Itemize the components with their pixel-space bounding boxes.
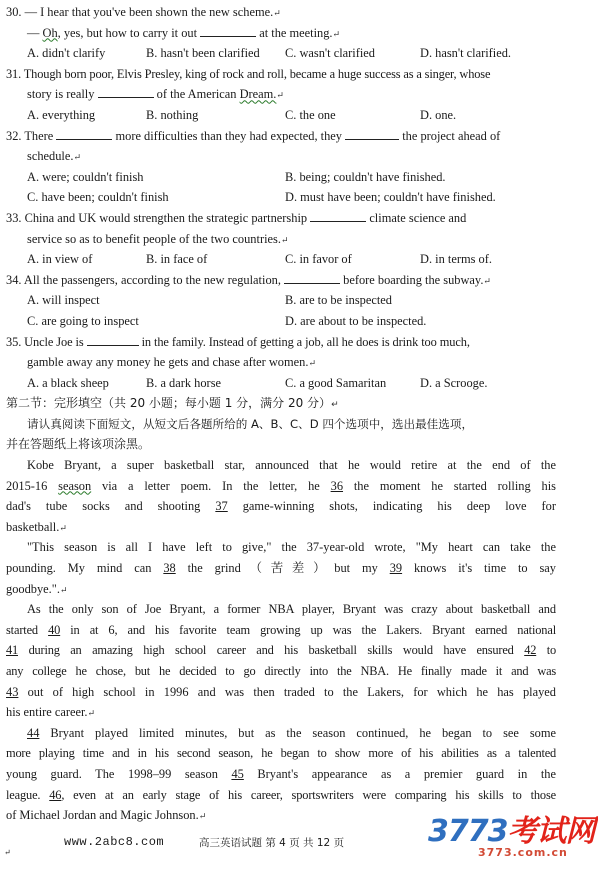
question-34-prompt: 34. All the passengers, according to the new regulation, before boarding the subway.↵ bbox=[6, 270, 556, 291]
question-31-prompt: 31. Though born poor, Elvis Presley, king of rock and roll, became a huge success as a singer, whose bbox=[6, 66, 491, 81]
question-33-prompt-cont: service so as to benefit people of the two countries.↵ bbox=[27, 231, 289, 246]
section-heading: 第二节：完形填空（共 20 小题；每小题 1 分，满分 20 分）↵ bbox=[6, 396, 339, 411]
cloze-blank-46: 46 bbox=[49, 787, 62, 802]
question-31-options: A. everything B. nothing C. the one D. one. bbox=[27, 107, 457, 122]
answer-blank bbox=[200, 23, 256, 37]
question-30-prompt: 30. — I hear that you've been shown the new scheme.↵ bbox=[6, 5, 281, 19]
question-34-options-row1: A. will inspect B. are to be inspected bbox=[27, 293, 393, 308]
passage-line: 41 during an amazing high school career and his basketball skills would have ensured 42 to bbox=[6, 643, 557, 658]
passage-line: started 40 in at 6, and his favorite team growing up was the Lakers. Bryant earned national bbox=[6, 622, 556, 637]
question-34-options-row2: C. are going to inspect D. are about to be inspected. bbox=[27, 313, 427, 328]
page-number: 高三英语试题 第 4 页 共 12 页 bbox=[199, 837, 345, 849]
answer-blank bbox=[345, 126, 399, 140]
passage-line: his entire career.↵ bbox=[6, 705, 96, 720]
cloze-blank-45: 45 bbox=[231, 766, 244, 781]
brand-name: 3773考试网 bbox=[428, 814, 595, 849]
answer-blank bbox=[98, 84, 154, 98]
answer-blank bbox=[56, 126, 112, 140]
passage-line: pounding. My mind can 38 the grind（苦差）but my 39 knows it's time to say bbox=[6, 561, 556, 576]
cloze-blank-36: 36 bbox=[330, 478, 344, 493]
passage-line: Kobe Bryant, a super basketball star, announced that he would retire at the end of the bbox=[27, 458, 556, 473]
cloze-blank-44: 44 bbox=[27, 725, 40, 740]
section-instruction: 请认真阅读下面短文，从短文后各题所给的 A、B、C、D 四个选项中，选出最佳选项， bbox=[27, 416, 474, 431]
passage-line: 43 out of high school in 1996 and was then traded to the Lakers, for which he has played bbox=[6, 684, 556, 699]
question-31-prompt-cont: story is really of the American Dream.↵ bbox=[6, 84, 556, 105]
answer-blank bbox=[284, 270, 340, 284]
cloze-blank-43: 43 bbox=[6, 684, 19, 699]
cloze-blank-38: 38 bbox=[163, 561, 176, 576]
passage-line: As the only son of Joe Bryant, a former NBA player, Bryant was crazy about basketball and bbox=[27, 602, 556, 617]
passage-line: more playing time and in his second season, he began to show more of his abilities as a talented bbox=[6, 746, 556, 761]
passage-line: basketball.↵ bbox=[6, 519, 67, 534]
passage-line: dad's tube socks and shooting 37 game-winning shots, indicating his deep love for bbox=[6, 499, 556, 514]
website-url: www.2abc8.com bbox=[64, 835, 165, 849]
question-30-options: A. didn't clarify B. hasn't been clarified C. wasn't clarified D. hasn't clarified. bbox=[27, 46, 511, 61]
question-32-prompt: 32. There more difficulties than they had expected, they the project ahead of bbox=[6, 126, 556, 147]
question-33-prompt: 33. China and UK would strengthen the strategic partnership climate science and bbox=[6, 208, 556, 229]
passage-line: any college he chose, but he decided to go directly into the NBA. He finally made it and was bbox=[6, 664, 556, 678]
passage-line: 2015-16 season via a letter poem. In the letter, he 36 the moment he started rolling his bbox=[6, 478, 556, 493]
question-32-options-row1: A. were; couldn't finish B. being; couldn't have finished. bbox=[27, 169, 446, 184]
passage-line: "This season is all I have left to give," the 37-year-old wrote, "My heart can take the bbox=[27, 540, 556, 555]
question-35-prompt-cont: gamble away any money he gets and chase after women.↵ bbox=[27, 355, 316, 370]
answer-blank bbox=[310, 208, 366, 222]
question-32-prompt-cont: schedule.↵ bbox=[27, 149, 81, 164]
passage-line: goodbye.".↵ bbox=[6, 581, 68, 596]
cloze-blank-37: 37 bbox=[215, 499, 228, 514]
passage-line: 44 Bryant played limited minutes, but as the season continued, he began to see some bbox=[27, 725, 556, 740]
passage-line: young guard. The 1998–99 season 45 Bryant's appearance as a premier guard in the bbox=[6, 766, 556, 781]
brand-logo bbox=[428, 806, 598, 866]
question-32-options-row2: C. have been; couldn't finish D. must have been; couldn't have finished. bbox=[27, 190, 496, 205]
cloze-blank-42: 42 bbox=[524, 643, 537, 658]
section-instruction-cont: 并在答题纸上将该项涂黑。 bbox=[6, 437, 151, 452]
cloze-blank-40: 40 bbox=[48, 622, 61, 637]
cloze-blank-39: 39 bbox=[389, 561, 403, 576]
question-35-prompt: 35. Uncle Joe is in the family. Instead of getting a job, all he does is drink too much, bbox=[6, 332, 556, 353]
exam-content bbox=[6, 2, 556, 826]
brand-domain: 3773.com.cn bbox=[478, 846, 568, 859]
answer-blank bbox=[87, 332, 139, 346]
passage-line: league. 46, even at an early stage of his career, sportswriters were comparing his skills to those bbox=[6, 787, 556, 802]
paragraph-mark-icon: ↵ bbox=[4, 848, 11, 857]
question-30-reply: — Oh, yes, but how to carry it out at the meeting.↵ bbox=[6, 23, 556, 44]
question-35-options: A. a black sheep B. a dark horse C. a good Samaritan D. a Scrooge. bbox=[27, 375, 488, 390]
question-33-options: A. in view of B. in face of C. in favor of D. in terms of. bbox=[27, 252, 492, 267]
cloze-blank-41: 41 bbox=[6, 643, 18, 658]
passage-line: of Michael Jordan and Magic Johnson.↵ bbox=[6, 808, 207, 823]
